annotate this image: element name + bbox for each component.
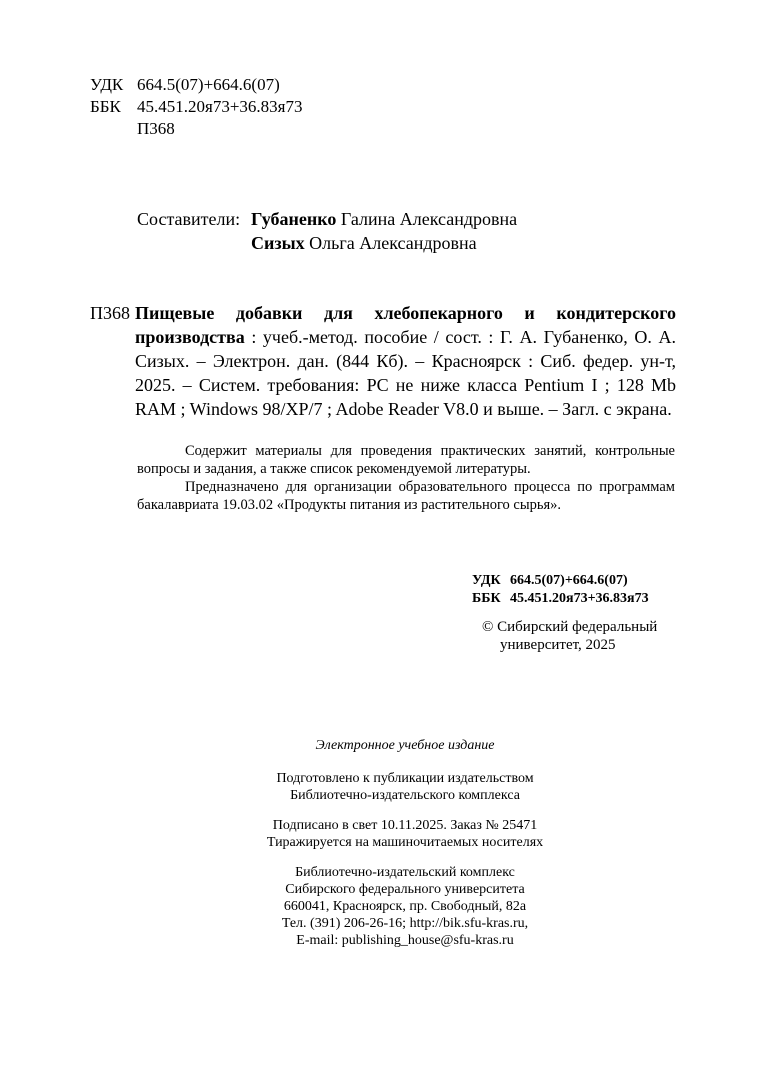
replicated-line: Тиражируется на машиночитаемых носителях <box>266 835 544 850</box>
author-row <box>137 231 517 255</box>
signed-line: Подписано в свет 10.11.2025. Заказ № 25471 <box>272 818 538 833</box>
footer-bbk-line <box>472 590 649 608</box>
author-surname: Сизых <box>251 233 305 253</box>
annotation-paragraph: Содержит материалы для проведения практических занятий, контрольные вопросы и задания, а также список рекомендуемой литературы. <box>137 443 675 477</box>
record-code: П368 <box>90 303 130 323</box>
prepared-line: Библиотечно-издательского комплекса <box>290 788 520 803</box>
prepared-line: Подготовлено к публикации издательством <box>276 771 534 786</box>
bbk-label: ББК <box>90 97 121 116</box>
copyright <box>482 618 657 654</box>
bbk-line <box>90 96 302 118</box>
bbk-value: 45.451.20я73+36.83я73 <box>137 97 303 116</box>
footer-bbk-value: 45.451.20я73+36.83я73 <box>510 591 649 606</box>
print-info <box>180 817 630 851</box>
prepared-info <box>180 770 630 804</box>
publisher-line: Сибирского федерального университета <box>285 882 525 897</box>
classification-codes <box>90 74 302 140</box>
footer-codes <box>472 572 649 608</box>
publisher-address: 660041, Красноярск, пр. Свободный, 82а <box>283 899 527 914</box>
record-title: Пищевые добавки для хлебопекарного и кондитерского производства <box>135 303 676 347</box>
footer-udk-label: УДК <box>472 573 501 588</box>
udk-value: 664.5(07)+664.6(07) <box>137 75 280 94</box>
footer-udk-value: 664.5(07)+664.6(07) <box>510 573 628 588</box>
authors-block <box>137 207 517 255</box>
record-details: : учеб.-метод. пособие / сост. : Г. А. Губаненко, О. А. Сизых. – Электрон. дан. (844 Кб). – Красноярск : Сиб. федер. ун-т, 2025. – Систем. требования: PC не ниже класса Pentium I ; 128 Mb RAM ; Windows 98/XP/7 ; Adobe Reader V8.0 и выше. – Загл. с экрана. <box>135 327 676 419</box>
udk-label: УДК <box>90 75 124 94</box>
publisher-email: E-mail: publishing_house@sfu-kras.ru <box>296 933 514 948</box>
publisher-contacts: Тел. (391) 206-26-16; http://bik.sfu-kras.ru, <box>281 916 529 931</box>
annotation-paragraph: Предназначено для организации образовательного процесса по программам бакалавриата 19.03.02 «Продукты питания из растительного сырья». <box>137 479 675 513</box>
copyright-line: © Сибирский федеральный <box>482 619 658 635</box>
edition-info <box>180 737 630 754</box>
footer-bbk-label: ББК <box>472 591 501 606</box>
publisher-info <box>180 864 630 949</box>
footer-udk-line <box>472 572 649 590</box>
edition-type: Электронное учебное издание <box>315 738 495 753</box>
bibliographic-record <box>90 301 676 421</box>
authors-label: Составители: <box>137 209 241 229</box>
record-text <box>135 301 676 421</box>
author-name: Ольга Александровна <box>309 233 477 253</box>
author-name: Галина Александровна <box>340 209 518 229</box>
udk-line <box>90 74 302 96</box>
annotation <box>137 442 675 514</box>
copyright-line: университет, 2025 <box>500 637 616 653</box>
author-surname: Губаненко <box>251 209 337 229</box>
publisher-line: Библиотечно-издательский комплекс <box>295 865 515 880</box>
author-row <box>137 207 517 231</box>
author-mark: П368 <box>137 119 175 138</box>
